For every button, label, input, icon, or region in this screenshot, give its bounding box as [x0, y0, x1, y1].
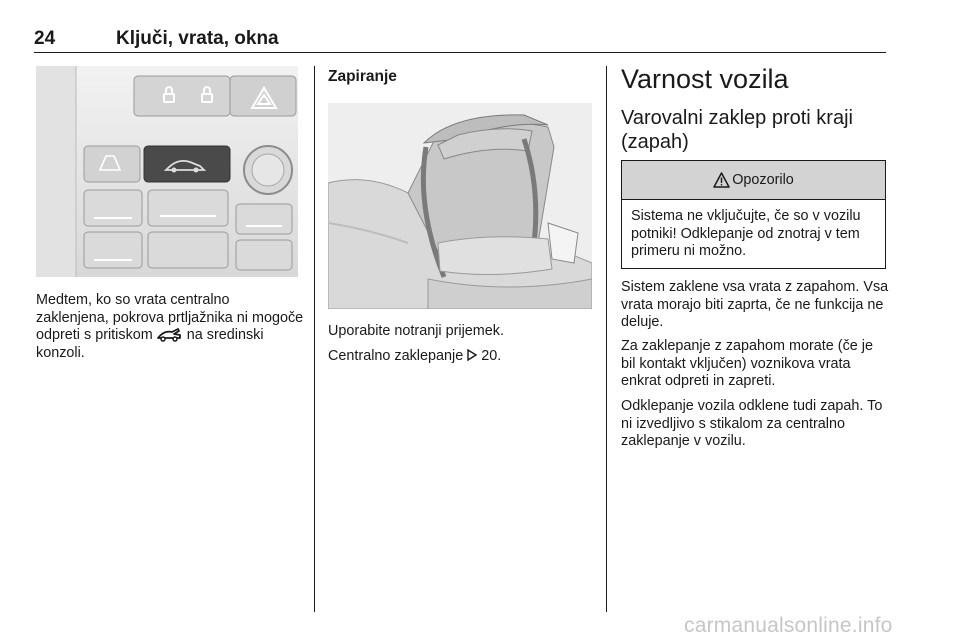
central-locking-text: Centralno zaklepanje: [328, 348, 464, 364]
col1-text-after-icon: na sredinski konzoli.: [36, 327, 264, 361]
use-handle-text: Uporabite notranji prijemek.: [328, 323, 504, 339]
deadlock-paragraph-2: Za zaklepanje z zapahom morate (če je bil kontakt vključen) voznikova vrata enkrat odpreti in zapreti.: [621, 338, 873, 390]
vehicle-security-title: Varnost vozila: [621, 64, 789, 94]
open-trunk-illustration: [328, 103, 592, 309]
col1-text-before-icon: Medtem, ko so vrata centralno zaklenjena, pokrova prtljažnika ni mogoče odpreti s pritiskom: [36, 292, 304, 344]
anti-theft-subtitle: Varovalni zaklep proti kraji (zapah): [621, 107, 853, 153]
warning-label: Opozorilo: [732, 172, 794, 188]
page-header: [34, 28, 886, 52]
car-trunk-icon: [157, 328, 183, 342]
warning-body: Sistema ne vključujte, če so v vozilu potniki! Odklepanje od znotraj v tem primeru ni možno.: [631, 208, 861, 260]
column-divider: [606, 66, 607, 612]
warning-triangle-icon: [713, 172, 730, 188]
console-buttons-illustration: [36, 66, 298, 277]
deadlock-paragraph-1: Sistem zaklene vsa vrata z zapahom. Vsa vrata morajo biti zaprta, če ne funkcija ne deluje.: [621, 279, 889, 331]
section-title: Ključi, vrata, okna: [116, 28, 279, 49]
watermark: carmanualsonline.info: [684, 614, 893, 637]
reference-triangle-icon: [467, 349, 477, 361]
central-locking-page: 20.: [481, 348, 502, 364]
central-locking-ref[interactable]: [328, 348, 600, 366]
column-divider: [314, 66, 315, 612]
deadlock-paragraph-3: Odklepanje vozila odklene tudi zapah. To ni izvedljivo s stikalom za centralno zaklepanje v vozilu.: [621, 398, 883, 450]
col1-paragraph: [36, 292, 304, 362]
closing-heading: Zapiranje: [328, 68, 397, 85]
page-number: 24: [34, 28, 56, 49]
warning-box: [621, 160, 886, 269]
warning-header: [622, 161, 885, 200]
header-rule: [34, 52, 886, 53]
